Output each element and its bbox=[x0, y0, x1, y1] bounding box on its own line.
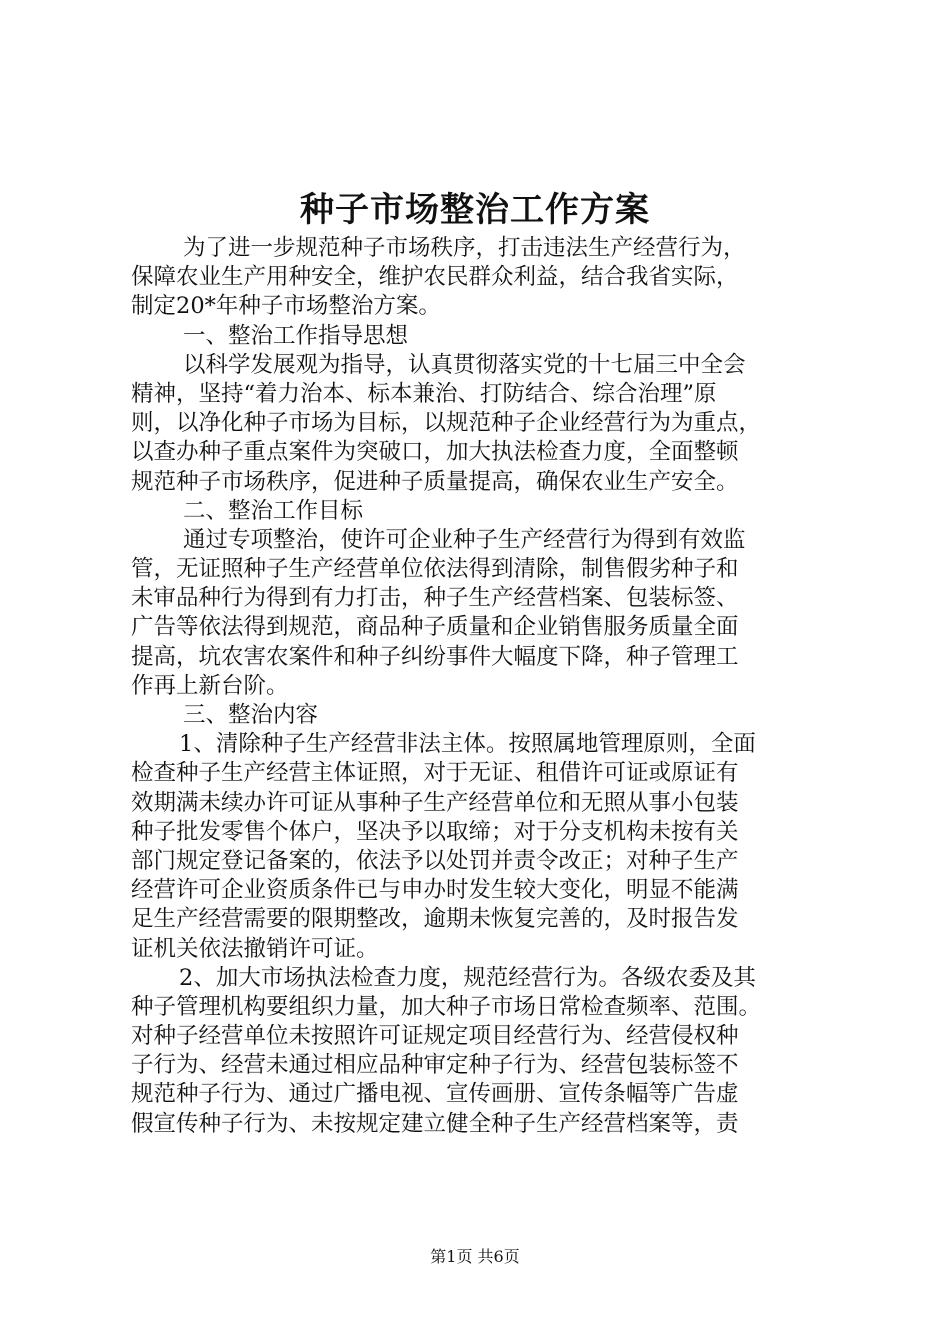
paragraph-line: 经营许可企业资质条件已与申办时发生较大变化，明显不能满 bbox=[131, 877, 739, 904]
paragraph-line: 对种子经营单位未按照许可证规定项目经营行为、经营侵权种 bbox=[131, 1023, 739, 1050]
section-heading: 二、整治工作目标 bbox=[183, 497, 364, 524]
paragraph-line: 制定20*年种子市场整治方案。 bbox=[131, 293, 441, 320]
section-heading: 三、整治内容 bbox=[183, 702, 319, 728]
paragraph-line: 种子批发零售个体户，坚决予以取缔；对于分支机构未按有关 bbox=[131, 818, 739, 845]
paragraph-line: 则，以净化种子市场为目标，以规范种子企业经营行为为重点， bbox=[131, 410, 762, 437]
paragraph-line: 以查办种子重点案件为突破口，加大执法检查力度，全面整顿 bbox=[131, 439, 739, 466]
paragraph-line: 广告等依法得到规范，商品种子质量和企业销售服务质量全面 bbox=[131, 614, 739, 641]
paragraph-line: 2、加大市场执法检查力度，规范经营行为。各级农委及其 bbox=[179, 964, 756, 991]
paragraph-line: 1、清除种子生产经营非法主体。按照属地管理原则，全面 bbox=[179, 731, 756, 758]
paragraph-line: 提高，坑农害农案件和种子纠纷事件大幅度下降，种子管理工 bbox=[131, 643, 739, 670]
paragraph-line: 规范种子行为、通过广播电视、宣传画册、宣传条幅等广告虚 bbox=[131, 1081, 739, 1108]
paragraph-line: 假宣传种子行为、未按规定建立健全种子生产经营档案等，责 bbox=[131, 1110, 739, 1137]
paragraph-line: 足生产经营需要的限期整改，逾期未恢复完善的，及时报告发 bbox=[131, 906, 739, 933]
paragraph-line: 证机关依法撤销许可证。 bbox=[131, 935, 379, 962]
paragraph-line: 子行为、经营未通过相应品种审定种子行为、经营包装标签不 bbox=[131, 1052, 739, 1079]
page-number-footer: 第1页 共6页 bbox=[430, 1247, 520, 1266]
paragraph-line: 部门规定登记备案的，依法予以处罚并责令改正；对种子生产 bbox=[131, 847, 739, 874]
paragraph-line: 未审品种行为得到有力打击，种子生产经营档案、包装标签、 bbox=[131, 585, 739, 612]
paragraph-line: 为了进一步规范种子市场秩序，打击违法生产经营行为， bbox=[183, 235, 746, 261]
paragraph-line: 检查种子生产经营主体证照，对于无证、租借许可证或原证有 bbox=[131, 760, 739, 787]
paragraph-line: 种子管理机构要组织力量，加大种子市场日常检查频率、范围。 bbox=[131, 993, 762, 1020]
paragraph-line: 以科学发展观为指导，认真贯彻落实党的十七届三中全会 bbox=[183, 351, 746, 378]
document-body bbox=[131, 234, 851, 1139]
paragraph-line: 保障农业生产用种安全，维护农民群众利益，结合我省实际， bbox=[131, 264, 739, 291]
paragraph-line: 规范种子市场秩序，促进种子质量提高，确保农业生产安全。 bbox=[131, 468, 739, 495]
paragraph-line: 效期满未续办许可证从事种子生产经营单位和无照从事小包装 bbox=[131, 789, 739, 816]
paragraph-line: 管，无证照种子生产经营单位依法得到清除，制售假劣种子和 bbox=[131, 556, 739, 583]
section-heading: 一、整治工作指导思想 bbox=[183, 322, 409, 349]
paragraph-line: 作再上新台阶。 bbox=[131, 672, 289, 699]
document-title: 种子市场整治工作方案 bbox=[300, 190, 650, 230]
paragraph-line: 精神，坚持“着力治本、标本兼治、打防结合、综合治理”原 bbox=[131, 380, 717, 407]
paragraph-line: 通过专项整治，使许可企业种子生产经营行为得到有效监 bbox=[183, 526, 746, 553]
